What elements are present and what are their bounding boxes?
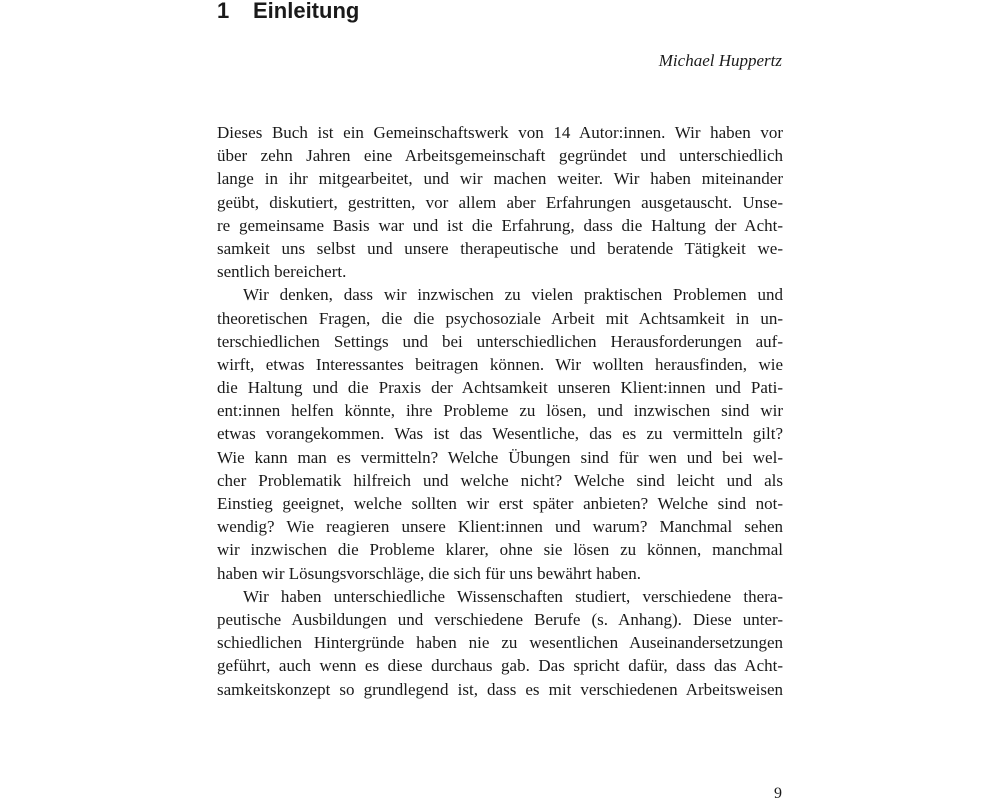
paragraph-1 [217,121,783,283]
text-line: geübt, diskutiert, gestritten, vor allem aber Erfahrungen ausgetauscht. Unse- [217,192,783,212]
text-line: Einstieg geeignet, welche sollten wir erst später anbieten? Welche sind not- [217,494,783,513]
text-line: samkeit uns selbst und unsere therapeutische und beratende Tätigkeit we- [217,238,783,258]
text-line: Wir haben unterschiedliche Wissenschaften studiert, verschiedene thera- [243,586,783,606]
text-line: Wie kann man es vermitteln? Welche Übungen sind für wen und bei wel- [217,447,783,467]
text-line: wendig? Wie reagieren unsere Klient:innen und warum? Manchmal sehen [217,517,783,537]
page-number: 9 [774,785,782,802]
text-line: terschiedlichen Settings und bei unterschiedlichen Herausforderungen auf- [217,331,783,351]
text-line: lange in ihr mitgearbeitet, und wir machen weiter. Wir haben miteinander [217,169,783,189]
text-line: cher Problematik hilfreich und welche nicht? Welche sind leicht und als [217,470,783,490]
paragraph-3 [217,585,783,701]
text-line: haben wir Lösungsvorschläge, die sich für uns bewährt haben. [217,563,641,583]
text-line: wirft, etwas Interessantes beitragen können. Wir wollten herausfinden, wie [217,354,783,374]
text-line: sentlich bereichert. [217,262,347,282]
text-line: samkeitskonzept so grundlegend ist, dass es mit verschiedenen Arbeitsweisen [217,679,783,699]
paragraph-2 [217,283,783,584]
text-line: theoretischen Fragen, die die psychosoziale Arbeit mit Achtsamkeit in un- [217,308,783,328]
chapter-heading [217,0,359,26]
text-line: geführt, auch wenn es diese durchaus gab. Das spricht dafür, dass das Acht- [217,656,783,676]
chapter-author: Michael Huppertz [658,51,782,70]
chapter-number: 1 [217,0,230,23]
body-text [217,121,783,701]
text-line: wir inzwischen die Probleme klarer, ohne sie lösen zu können, manchmal [217,540,783,560]
text-line: schiedlichen Hintergründe haben nie zu wesentlichen Auseinandersetzungen [217,633,783,653]
text-line: Wir denken, dass wir inzwischen zu vielen praktischen Problemen und [243,285,783,305]
chapter-title: Einleitung [253,0,360,23]
text-line: ent:innen helfen könnte, ihre Probleme zu lösen, und inzwischen sind wir [217,401,783,421]
text-line: die Haltung und die Praxis der Achtsamkeit unseren Klient:innen und Pati- [217,378,783,398]
text-line: etwas vorangekommen. Was ist das Wesentliche, das es zu vermitteln gilt? [217,424,783,444]
text-line: über zehn Jahren eine Arbeitsgemeinschaft gegründet und unterschiedlich [217,146,783,166]
text-line: Dieses Buch ist ein Gemeinschaftswerk von 14 Autor:innen. Wir haben vor [217,123,783,142]
text-line: peutische Ausbildungen und verschiedene Berufe (s. Anhang). Diese unter- [217,609,783,629]
text-line: re gemeinsame Basis war und ist die Erfahrung, dass die Haltung der Acht- [217,215,783,235]
